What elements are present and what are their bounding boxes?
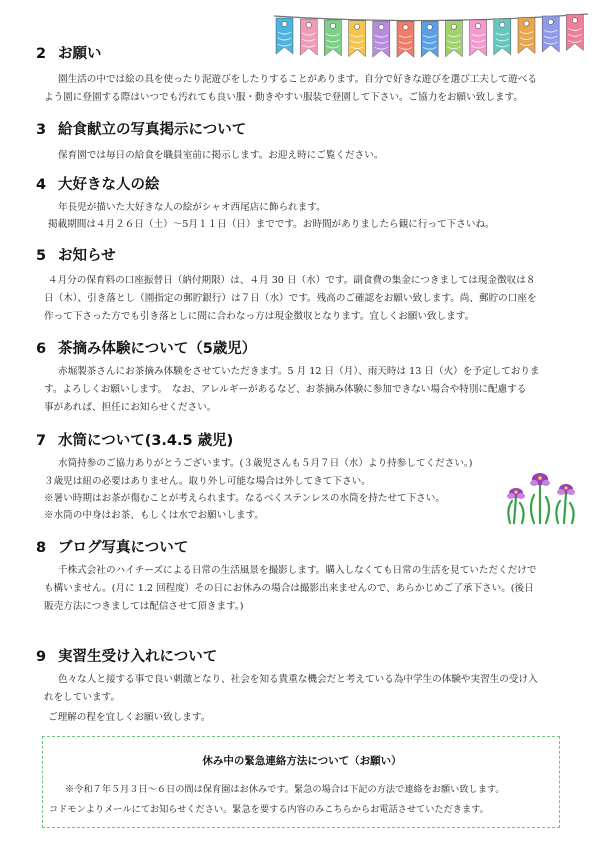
section-text: 作って下さった方でも引き落としに間に合わなっ方は現金徴収となります。宜しくお願い致します。 bbox=[44, 311, 475, 322]
section-text: 水筒持参のご協力ありがとうございます。(３歳児さんも５月７日（水）より持参してください。) bbox=[58, 458, 473, 469]
section-text: 保育園では毎日の給食を職員室前に掲示します。お迎え時にご覧ください。 bbox=[58, 150, 384, 161]
section-text: 園生活の中では絵の具を使ったり泥遊びをしたりすることがあります。自分で好きな遊びを選び工夫して遊べる bbox=[58, 74, 537, 85]
section-heading: 8 ブログ写真について bbox=[36, 540, 189, 556]
section-text: ご理解の程を宜しくお願い致します。 bbox=[48, 712, 211, 723]
section-heading: 9 実習生受け入れについて bbox=[36, 649, 218, 665]
section-text: 日（木）、引き落とし（園指定の郵貯銀行）は７日（水）です。残高のご確認をお願い致します。尚、郵貯の口座を bbox=[44, 293, 537, 304]
notice-text: ※令和７年５月３日～６日の間は保育園はお休みです。緊急の場合は下記の方法で連絡をお願い致します。 bbox=[65, 784, 505, 795]
section-text: も構いません。(月に 1.2 回程度）その日にお休みの場合は撮影出来ませんので、あらかじめご了承下さい。(後日 bbox=[44, 583, 534, 594]
section-title: 実習生受け入れについて bbox=[58, 649, 218, 665]
section-text: ※水筒の中身はお茶、もしくは水でお願いします。 bbox=[44, 510, 264, 521]
section-text: 販売方法につきましては配信させて頂きます。) bbox=[44, 601, 244, 612]
section-text: ※暑い時期はお茶が傷むことが考えられます。なるべくステンレスの水筒を持たせて下さい。 bbox=[44, 493, 445, 504]
section-title: お知らせ bbox=[58, 248, 116, 264]
koinobori-banner-icon bbox=[270, 10, 592, 62]
emergency-contact-notice bbox=[42, 736, 560, 828]
section-heading: 7 水筒について(3.4.5 歳児) bbox=[36, 433, 234, 449]
section-heading: 4 大好きな人の絵 bbox=[36, 177, 160, 193]
section-title: ブログ写真について bbox=[58, 540, 189, 556]
section-text: 掲載期間は４月２６日（土）～5月１１日（日）までです。お時間がありましたら観に行って下さいね。 bbox=[48, 219, 495, 230]
notice-text: コドモンよりメールにてお知らせください。緊急を要する内容のみこちらからお電話させていただきます。 bbox=[49, 804, 489, 815]
section-text: 千株式会社のハイチーズによる日常の生活風景を撮影します。購入しなくても日常の生活を見ていただくだけで bbox=[58, 565, 537, 576]
section-text: 事があれば、担任にお知らせください。 bbox=[44, 402, 217, 413]
section-text: ３歳児は紐の必要はありません。取り外し可能な場合は外してきて下さい。 bbox=[44, 476, 371, 487]
section-title: 大好きな人の絵 bbox=[58, 177, 160, 193]
section-title: お願い bbox=[58, 46, 102, 62]
section-text: す。よろしくお願いします。 なお、アレルギーがあるなど、お茶摘み体験に参加できない場合や特別に配慮する bbox=[44, 384, 527, 395]
section-text: 色々な人と接する事で良い刺激となり、社会を知る貴重な機会だと考えている為中学生の体験や実習生の受け入 bbox=[58, 674, 538, 685]
iris-flowers-icon bbox=[500, 463, 582, 525]
section-title: 給食献立の写真掲示について bbox=[58, 122, 247, 138]
section-title: 茶摘み体験について（5歳児） bbox=[58, 341, 257, 357]
section-text: ４月分の保育料の口座振替日（納付期限）は、４月 30 日（水）です。副食費の集金につきましては現金徴収は８ bbox=[48, 275, 536, 286]
section-heading: 2 お願い bbox=[36, 46, 102, 62]
section-text: よう園に登園する際はいつでも汚れても良い服・動きやすい服装で登園して下さい。ご協力をお願い致します。 bbox=[44, 92, 523, 103]
section-heading: 5 お知らせ bbox=[36, 248, 116, 264]
section-heading: 6 茶摘み体験について（5歳児） bbox=[36, 341, 257, 357]
section-title: 水筒について(3.4.5 歳児) bbox=[58, 433, 234, 449]
notice-title: 休み中の緊急連絡方法について（お願い） bbox=[202, 755, 402, 767]
section-text: れをしています。 bbox=[44, 692, 120, 703]
section-heading: 3 給食献立の写真掲示について bbox=[36, 122, 247, 138]
section-text: 赤堀製茶さんにお茶摘み体験をさせていただきます。5 月 12 日（月）、雨天時は 13 日（火）を予定しておりま bbox=[58, 366, 540, 377]
section-text: 年長児が描いた大好きな人の絵がシャオ西尾店に飾られます。 bbox=[58, 202, 326, 213]
